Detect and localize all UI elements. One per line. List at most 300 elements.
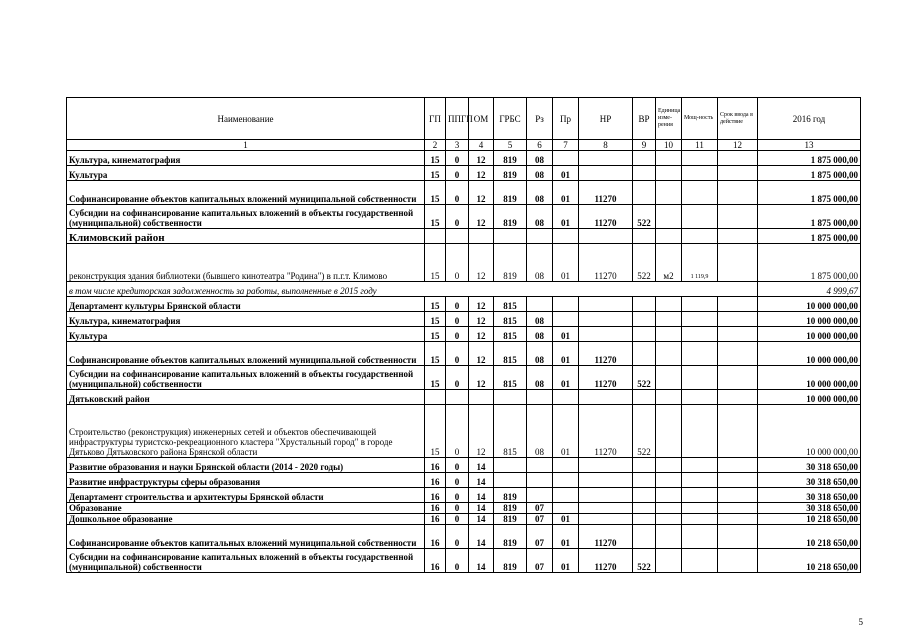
code-cell: 0 [446,312,469,327]
code-cell [682,327,718,342]
code-cell [682,390,718,405]
code-cell [656,473,682,488]
amount-cell: 10 218 650,00 [758,514,861,525]
code-cell: 819 [494,488,527,503]
header-term: Срок ввода в действие [718,98,758,140]
code-cell: 14 [469,488,494,503]
code-cell: 0 [446,244,469,282]
code-cell [579,390,633,405]
code-cell: 11270 [579,525,633,549]
code-cell: 815 [494,297,527,312]
code-cell: 0 [446,514,469,525]
code-cell: 12 [469,327,494,342]
code-cell: 1 119,9 [682,244,718,282]
code-cell: 12 [469,405,494,458]
header-unit: Единица изме-рения [656,98,682,140]
code-cell [425,390,446,405]
table-row [67,229,861,244]
amount-cell: 1 875 000,00 [758,151,861,166]
code-cell [656,405,682,458]
code-cell: 08 [527,166,553,181]
code-cell [553,229,579,244]
code-cell [553,312,579,327]
code-cell [656,166,682,181]
amount-cell: 10 000 000,00 [758,327,861,342]
code-cell [656,488,682,503]
column-number-cell: 11 [682,140,718,151]
code-cell: 01 [553,366,579,390]
code-cell: 14 [469,458,494,473]
code-cell: 12 [469,244,494,282]
code-cell [656,297,682,312]
code-cell: 15 [425,312,446,327]
code-cell: 01 [553,205,579,229]
code-cell: 11270 [579,549,633,573]
amount-cell: 30 318 650,00 [758,488,861,503]
code-cell: 0 [446,488,469,503]
code-cell [682,181,718,205]
code-cell [682,549,718,573]
column-number-cell: 13 [758,140,861,151]
table-row [67,312,861,327]
code-cell [633,166,656,181]
code-cell [633,297,656,312]
code-cell: 11270 [579,405,633,458]
name-cell: Департамент строительства и архитектуры Брянской области [67,488,425,503]
code-cell [682,205,718,229]
code-cell: 11270 [579,205,633,229]
code-cell: 16 [425,458,446,473]
code-cell [527,229,553,244]
code-cell: 12 [469,181,494,205]
table-row [67,525,861,549]
code-cell [682,514,718,525]
code-cell: 11270 [579,181,633,205]
code-cell: 14 [469,473,494,488]
code-cell: 12 [469,297,494,312]
amount-cell: 10 000 000,00 [758,312,861,327]
code-cell [718,181,758,205]
code-cell: 08 [527,342,553,366]
code-cell: 01 [553,181,579,205]
code-cell: 815 [494,327,527,342]
code-cell: 0 [446,366,469,390]
code-cell: 11270 [579,244,633,282]
name-cell: Софинансирование объектов капитальных вложений муниципальной собственности [67,342,425,366]
column-number-cell: 9 [633,140,656,151]
code-cell [656,549,682,573]
code-cell: 0 [446,151,469,166]
column-number-cell: 6 [527,140,553,151]
name-cell: Климовский район [67,229,425,244]
code-cell: 01 [553,166,579,181]
column-number-cell: 1 [67,140,425,151]
code-cell [579,458,633,473]
code-cell [682,151,718,166]
column-number-cell: 5 [494,140,527,151]
code-cell [579,488,633,503]
name-cell: реконструкция здания библиотеки (бывшего кинотеатра "Родина") в п.г.т. Климово [67,244,425,282]
code-cell: 815 [494,366,527,390]
header-power: Мощ-ность [682,98,718,140]
amount-cell: 30 318 650,00 [758,473,861,488]
code-cell [579,312,633,327]
code-cell: 11270 [579,366,633,390]
table-row [67,282,861,297]
code-cell: 819 [494,525,527,549]
code-cell [579,473,633,488]
code-cell: 14 [469,503,494,514]
code-cell: 0 [446,166,469,181]
column-number-cell: 2 [425,140,446,151]
code-cell [469,229,494,244]
code-cell: 16 [425,549,446,573]
code-cell [633,473,656,488]
code-cell [656,327,682,342]
table-row [67,488,861,503]
code-cell [633,181,656,205]
code-cell [527,297,553,312]
code-cell [656,181,682,205]
name-cell: Культура [67,166,425,181]
code-cell [494,390,527,405]
amount-cell: 10 000 000,00 [758,405,861,458]
code-cell: 14 [469,549,494,573]
code-cell [718,205,758,229]
code-cell: 522 [633,405,656,458]
amount-cell: 1 875 000,00 [758,229,861,244]
code-cell [656,458,682,473]
code-cell: 815 [494,405,527,458]
code-cell: 15 [425,244,446,282]
code-cell: 0 [446,181,469,205]
code-cell [682,458,718,473]
code-cell [718,244,758,282]
code-cell [579,327,633,342]
code-cell [527,488,553,503]
code-cell [718,488,758,503]
code-cell: 16 [425,525,446,549]
code-cell [718,312,758,327]
column-number-cell: 12 [718,140,758,151]
code-cell: 0 [446,549,469,573]
amount-cell: 10 000 000,00 [758,390,861,405]
table-row [67,390,861,405]
code-cell [579,503,633,514]
name-cell: Развитие инфраструктуры сферы образования [67,473,425,488]
code-cell: 08 [527,405,553,458]
budget-table [66,97,861,573]
amount-cell: 1 875 000,00 [758,181,861,205]
code-cell [553,488,579,503]
code-cell [682,405,718,458]
code-cell [633,342,656,366]
code-cell: 08 [527,244,553,282]
code-cell: 15 [425,151,446,166]
name-cell: Строительство (реконструкция) инженерных сетей и объектов обеспечивающей инфраструктуры туристско-рекреационного кластера "Хрустальный город" в городе Дятьково Дятьковского района Брянской области [67,405,425,458]
code-cell: 08 [527,366,553,390]
code-cell: 01 [553,342,579,366]
header-gp: ГП [425,98,446,140]
code-cell [682,297,718,312]
code-cell [718,342,758,366]
code-cell: 16 [425,503,446,514]
code-cell [656,342,682,366]
code-cell: 522 [633,549,656,573]
code-cell [553,151,579,166]
code-cell [579,151,633,166]
code-cell: 0 [446,205,469,229]
code-cell: 11270 [579,342,633,366]
code-cell [553,503,579,514]
table-row [67,503,861,514]
column-number-row [67,140,861,151]
code-cell [633,390,656,405]
code-cell [579,297,633,312]
header-vr: ВР [633,98,656,140]
code-cell: 07 [527,514,553,525]
code-cell: 819 [494,166,527,181]
code-cell: 0 [446,458,469,473]
code-cell [718,297,758,312]
code-cell: м2 [656,244,682,282]
name-cell: Культура [67,327,425,342]
code-cell: 819 [494,151,527,166]
code-cell: 0 [446,342,469,366]
code-cell [425,229,446,244]
code-cell: 08 [527,312,553,327]
amount-cell: 1 875 000,00 [758,244,861,282]
code-cell [633,525,656,549]
name-cell: Культура, кинематография [67,151,425,166]
amount-cell: 4 999,67 [758,282,861,297]
code-cell: 15 [425,205,446,229]
code-cell: 12 [469,366,494,390]
code-cell [718,473,758,488]
code-cell [633,488,656,503]
code-cell [633,327,656,342]
code-cell [718,549,758,573]
code-cell: 15 [425,342,446,366]
name-cell: Развитие образования и науки Брянской области (2014 - 2020 годы) [67,458,425,473]
code-cell: 01 [553,244,579,282]
code-cell [527,458,553,473]
page-number: 5 [858,617,863,627]
code-cell [718,166,758,181]
code-cell [718,390,758,405]
header-pr: Пр [553,98,579,140]
code-cell [682,473,718,488]
code-cell: 15 [425,366,446,390]
code-cell [656,503,682,514]
table-row [67,297,861,312]
note-cell: в том числе кредиторская задолженность за работы, выполненные в 2015 году [67,282,758,297]
code-cell [656,229,682,244]
code-cell: 01 [553,514,579,525]
code-cell [656,525,682,549]
code-cell [718,405,758,458]
header-grbs: ГРБС [494,98,527,140]
code-cell: 15 [425,327,446,342]
code-cell: 01 [553,525,579,549]
code-cell: 819 [494,514,527,525]
code-cell [682,366,718,390]
code-cell: 16 [425,514,446,525]
table-row [67,473,861,488]
code-cell [718,366,758,390]
column-number-cell: 4 [469,140,494,151]
code-cell: 0 [446,503,469,514]
code-cell: 08 [527,151,553,166]
code-cell [494,229,527,244]
code-cell: 07 [527,525,553,549]
header-row [67,98,861,140]
amount-cell: 30 318 650,00 [758,503,861,514]
code-cell: 819 [494,244,527,282]
header-om: ОМ [469,98,494,140]
code-cell: 08 [527,181,553,205]
code-cell [633,312,656,327]
amount-cell: 10 000 000,00 [758,342,861,366]
table-row [67,166,861,181]
code-cell: 12 [469,312,494,327]
code-cell: 819 [494,549,527,573]
header-year: 2016 год [758,98,861,140]
code-cell: 07 [527,503,553,514]
code-cell: 16 [425,488,446,503]
code-cell [718,458,758,473]
code-cell [446,229,469,244]
amount-cell: 30 318 650,00 [758,458,861,473]
code-cell: 15 [425,181,446,205]
code-cell: 815 [494,312,527,327]
code-cell [682,229,718,244]
code-cell: 522 [633,366,656,390]
code-cell [656,390,682,405]
code-cell [527,390,553,405]
code-cell: 15 [425,405,446,458]
name-cell: Департамент культуры Брянской области [67,297,425,312]
code-cell [682,488,718,503]
table-row [67,514,861,525]
column-number-cell: 3 [446,140,469,151]
code-cell: 819 [494,503,527,514]
code-cell [656,312,682,327]
code-cell: 819 [494,181,527,205]
code-cell: 08 [527,205,553,229]
name-cell: Софинансирование объектов капитальных вложений муниципальной собственности [67,525,425,549]
code-cell: 14 [469,525,494,549]
code-cell [527,473,553,488]
name-cell: Дошкольное образование [67,514,425,525]
code-cell [553,458,579,473]
table-row [67,205,861,229]
code-cell [682,525,718,549]
name-cell: Софинансирование объектов капитальных вложений муниципальной собственности [67,181,425,205]
code-cell [446,390,469,405]
code-cell [656,205,682,229]
code-cell [656,514,682,525]
code-cell [579,229,633,244]
code-cell [633,514,656,525]
code-cell [682,342,718,366]
code-cell [579,514,633,525]
table-row [67,458,861,473]
code-cell: 01 [553,327,579,342]
code-cell: 14 [469,514,494,525]
amount-cell: 10 218 650,00 [758,525,861,549]
name-cell: Субсидии на софинансирование капитальных вложений в объекты государственной (муниципальной) собственности [67,205,425,229]
code-cell: 12 [469,205,494,229]
code-cell: 0 [446,473,469,488]
amount-cell: 10 218 650,00 [758,549,861,573]
column-number-cell: 10 [656,140,682,151]
code-cell: 16 [425,473,446,488]
code-cell: 01 [553,405,579,458]
name-cell: Субсидии на софинансирование капитальных вложений в объекты государственной (муниципальной) собственности [67,366,425,390]
table-row [67,327,861,342]
amount-cell: 10 000 000,00 [758,297,861,312]
code-cell: 522 [633,205,656,229]
table-row [67,366,861,390]
code-cell [718,514,758,525]
code-cell [718,229,758,244]
name-cell: Культура, кинематография [67,312,425,327]
code-cell [494,473,527,488]
code-cell [656,151,682,166]
code-cell [553,297,579,312]
code-cell [633,503,656,514]
code-cell: 12 [469,342,494,366]
code-cell: 01 [553,549,579,573]
name-cell: Образование [67,503,425,514]
code-cell: 08 [527,327,553,342]
code-cell [718,525,758,549]
code-cell [579,166,633,181]
code-cell: 15 [425,166,446,181]
amount-cell: 1 875 000,00 [758,166,861,181]
code-cell [656,366,682,390]
header-ppgp: ППГП [446,98,469,140]
table-row [67,151,861,166]
code-cell [633,458,656,473]
code-cell: 0 [446,297,469,312]
code-cell [633,151,656,166]
table-row [67,342,861,366]
code-cell: 12 [469,166,494,181]
code-cell [718,151,758,166]
code-cell [494,458,527,473]
header-rz: Рз [527,98,553,140]
code-cell [682,166,718,181]
column-number-cell: 8 [579,140,633,151]
header-nr: НР [579,98,633,140]
code-cell: 15 [425,297,446,312]
code-cell [682,503,718,514]
amount-cell: 10 000 000,00 [758,366,861,390]
column-number-cell: 7 [553,140,579,151]
code-cell [553,473,579,488]
code-cell [469,390,494,405]
table-row [67,244,861,282]
table-row [67,549,861,573]
code-cell [682,312,718,327]
table-body [67,151,861,573]
code-cell: 0 [446,405,469,458]
code-cell: 819 [494,205,527,229]
code-cell: 815 [494,342,527,366]
code-cell [553,390,579,405]
